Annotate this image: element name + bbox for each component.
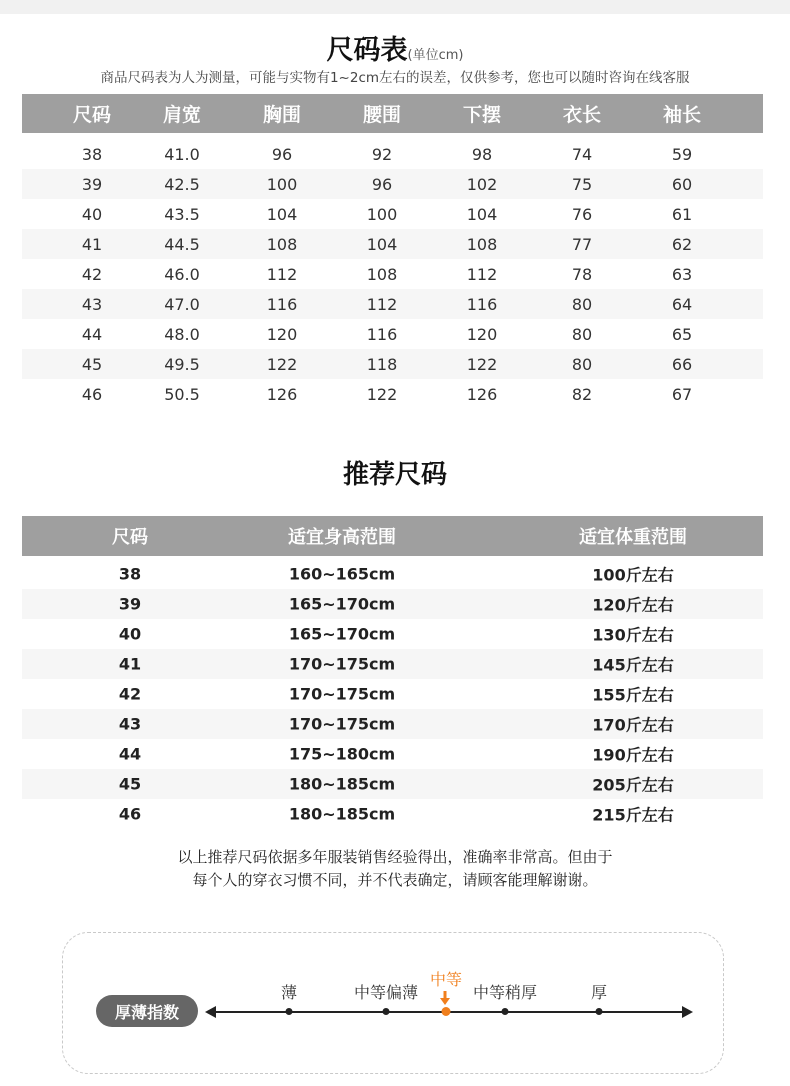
size-table-header-cell: 下摆 bbox=[462, 104, 502, 126]
table-cell: 39 bbox=[118, 594, 142, 614]
table-cell: 61 bbox=[671, 204, 693, 224]
table-cell: 80 bbox=[571, 324, 593, 344]
size-table-body bbox=[22, 139, 763, 409]
table-cell: 108 bbox=[466, 234, 498, 254]
table-row bbox=[22, 589, 763, 619]
table-cell: 40 bbox=[118, 624, 142, 644]
table-cell: 46 bbox=[81, 384, 103, 404]
table-cell: 104 bbox=[366, 234, 398, 254]
selected-down-arrow-icon bbox=[440, 991, 450, 1005]
table-cell: 165~170cm bbox=[288, 624, 396, 644]
table-row bbox=[22, 259, 763, 289]
table-cell: 45 bbox=[81, 354, 103, 374]
recommend-table-body bbox=[22, 559, 763, 829]
table-cell: 76 bbox=[571, 204, 593, 224]
table-cell: 92 bbox=[371, 144, 393, 164]
table-cell: 66 bbox=[671, 354, 693, 374]
table-cell: 104 bbox=[266, 204, 298, 224]
table-cell: 170~175cm bbox=[288, 684, 396, 704]
table-cell: 122 bbox=[266, 354, 298, 374]
top-divider-bar bbox=[0, 0, 790, 14]
table-cell: 82 bbox=[571, 384, 593, 404]
table-cell: 63 bbox=[671, 264, 693, 284]
table-cell: 62 bbox=[671, 234, 693, 254]
scale-right-arrow-icon bbox=[682, 1006, 693, 1018]
table-cell: 205斤左右 bbox=[592, 775, 674, 795]
scale-label: 薄 bbox=[280, 983, 298, 1002]
table-cell: 215斤左右 bbox=[592, 805, 674, 825]
table-cell: 100 bbox=[366, 204, 398, 224]
table-row bbox=[22, 679, 763, 709]
table-cell: 42.5 bbox=[164, 174, 200, 194]
recommend-table-header-cell: 尺码 bbox=[112, 527, 148, 548]
table-cell: 100斤左右 bbox=[592, 565, 674, 585]
table-row bbox=[22, 349, 763, 379]
table-cell: 145斤左右 bbox=[592, 655, 674, 675]
table-cell: 155斤左右 bbox=[592, 685, 674, 705]
table-cell: 41 bbox=[81, 234, 103, 254]
table-cell: 42 bbox=[118, 684, 142, 704]
table-cell: 118 bbox=[366, 354, 398, 374]
table-cell: 175~180cm bbox=[288, 744, 396, 764]
table-cell: 74 bbox=[571, 144, 593, 164]
size-chart-title-block bbox=[0, 28, 790, 67]
table-cell: 40 bbox=[81, 204, 103, 224]
title-unit: (单位cm) bbox=[407, 48, 464, 63]
table-cell: 59 bbox=[671, 144, 693, 164]
size-table bbox=[22, 94, 763, 409]
table-cell: 48.0 bbox=[164, 324, 200, 344]
table-cell: 130斤左右 bbox=[592, 625, 674, 645]
table-row bbox=[22, 619, 763, 649]
table-cell: 49.5 bbox=[164, 354, 200, 374]
table-cell: 50.5 bbox=[164, 384, 200, 404]
table-cell: 44 bbox=[81, 324, 103, 344]
table-cell: 43 bbox=[81, 294, 103, 314]
note-line: 以上推荐尺码依据多年服装销售经验得出，准确率非常高。但由于 bbox=[177, 848, 613, 866]
table-cell: 43.5 bbox=[164, 204, 200, 224]
note-line: 每个人的穿衣习惯不同，并不代表确定，请顾客能理解谢谢。 bbox=[192, 871, 598, 889]
size-table-header-cell: 胸围 bbox=[262, 104, 302, 126]
size-table-header-cell: 肩宽 bbox=[162, 104, 202, 126]
table-cell: 116 bbox=[466, 294, 498, 314]
recommend-table-header-cell: 适宜身高范围 bbox=[288, 527, 396, 548]
table-cell: 46.0 bbox=[164, 264, 200, 284]
table-cell: 180~185cm bbox=[288, 804, 396, 824]
table-cell: 75 bbox=[571, 174, 593, 194]
table-cell: 112 bbox=[466, 264, 498, 284]
table-cell: 108 bbox=[266, 234, 298, 254]
table-cell: 65 bbox=[671, 324, 693, 344]
table-row bbox=[22, 139, 763, 169]
table-cell: 102 bbox=[466, 174, 498, 194]
measurement-disclaimer: 商品尺码表为人为测量，可能与实物有1~2cm左右的误差，仅供参考，您也可以随时咨询在线客服 bbox=[100, 70, 690, 86]
table-cell: 38 bbox=[118, 564, 142, 584]
table-cell: 116 bbox=[266, 294, 298, 314]
table-cell: 160~165cm bbox=[288, 564, 396, 584]
size-table-header-cell: 袖长 bbox=[662, 104, 702, 126]
table-cell: 120 bbox=[266, 324, 298, 344]
scale-dot bbox=[383, 1008, 390, 1015]
scale-dot bbox=[286, 1008, 293, 1015]
table-row bbox=[22, 169, 763, 199]
table-cell: 67 bbox=[671, 384, 693, 404]
scale-label: 中等偏薄 bbox=[353, 983, 419, 1002]
table-row bbox=[22, 709, 763, 739]
table-cell: 77 bbox=[571, 234, 593, 254]
table-row bbox=[22, 739, 763, 769]
table-cell: 41.0 bbox=[164, 144, 200, 164]
table-cell: 126 bbox=[466, 384, 498, 404]
table-cell: 43 bbox=[118, 714, 142, 734]
table-cell: 100 bbox=[266, 174, 298, 194]
table-cell: 108 bbox=[366, 264, 398, 284]
table-cell: 46 bbox=[118, 804, 142, 824]
table-cell: 96 bbox=[371, 174, 393, 194]
table-cell: 78 bbox=[571, 264, 593, 284]
recommend-title: 推荐尺码 bbox=[342, 460, 447, 490]
scale-label: 厚 bbox=[590, 983, 608, 1002]
thickness-index-badge: 厚薄指数 bbox=[96, 995, 198, 1027]
table-cell: 170斤左右 bbox=[592, 715, 674, 735]
table-cell: 170~175cm bbox=[288, 654, 396, 674]
table-cell: 64 bbox=[671, 294, 693, 314]
table-cell: 41 bbox=[118, 654, 142, 674]
recommend-table-header-cell: 适宜体重范围 bbox=[579, 527, 687, 548]
table-row bbox=[22, 379, 763, 409]
table-row bbox=[22, 319, 763, 349]
recommend-table bbox=[22, 516, 763, 829]
table-cell: 38 bbox=[81, 144, 103, 164]
table-cell: 104 bbox=[466, 204, 498, 224]
table-cell: 47.0 bbox=[164, 294, 200, 314]
scale-dot bbox=[502, 1008, 509, 1015]
size-table-header-cell: 腰围 bbox=[362, 104, 402, 126]
table-row bbox=[22, 559, 763, 589]
table-row bbox=[22, 769, 763, 799]
table-cell: 80 bbox=[571, 354, 593, 374]
table-row bbox=[22, 649, 763, 679]
table-cell: 44 bbox=[118, 744, 142, 764]
table-cell: 42 bbox=[81, 264, 103, 284]
table-cell: 122 bbox=[466, 354, 498, 374]
table-cell: 116 bbox=[366, 324, 398, 344]
table-row bbox=[22, 799, 763, 829]
table-row bbox=[22, 199, 763, 229]
table-cell: 39 bbox=[81, 174, 103, 194]
table-cell: 120 bbox=[466, 324, 498, 344]
recommend-table-header bbox=[22, 516, 763, 556]
table-cell: 60 bbox=[671, 174, 693, 194]
table-cell: 190斤左右 bbox=[592, 745, 674, 765]
size-table-header-cell: 尺码 bbox=[72, 104, 112, 126]
size-table-header bbox=[22, 94, 763, 133]
table-cell: 180~185cm bbox=[288, 774, 396, 794]
table-cell: 165~170cm bbox=[288, 594, 396, 614]
table-cell: 45 bbox=[118, 774, 142, 794]
table-cell: 44.5 bbox=[164, 234, 200, 254]
table-cell: 112 bbox=[266, 264, 298, 284]
table-cell: 170~175cm bbox=[288, 714, 396, 734]
scale-dot bbox=[596, 1008, 603, 1015]
table-cell: 120斤左右 bbox=[592, 595, 674, 615]
table-row bbox=[22, 229, 763, 259]
table-row bbox=[22, 289, 763, 319]
table-cell: 80 bbox=[571, 294, 593, 314]
table-cell: 126 bbox=[266, 384, 298, 404]
scale-dot bbox=[442, 1007, 451, 1016]
scale-label: 中等 bbox=[429, 970, 463, 989]
page-title: 尺码表 bbox=[326, 35, 408, 66]
scale-label: 中等稍厚 bbox=[472, 983, 538, 1002]
table-cell: 112 bbox=[366, 294, 398, 314]
recommend-note bbox=[0, 846, 790, 892]
table-cell: 98 bbox=[471, 144, 493, 164]
table-cell: 96 bbox=[271, 144, 293, 164]
size-table-header-cell: 衣长 bbox=[562, 104, 602, 126]
table-cell: 122 bbox=[366, 384, 398, 404]
